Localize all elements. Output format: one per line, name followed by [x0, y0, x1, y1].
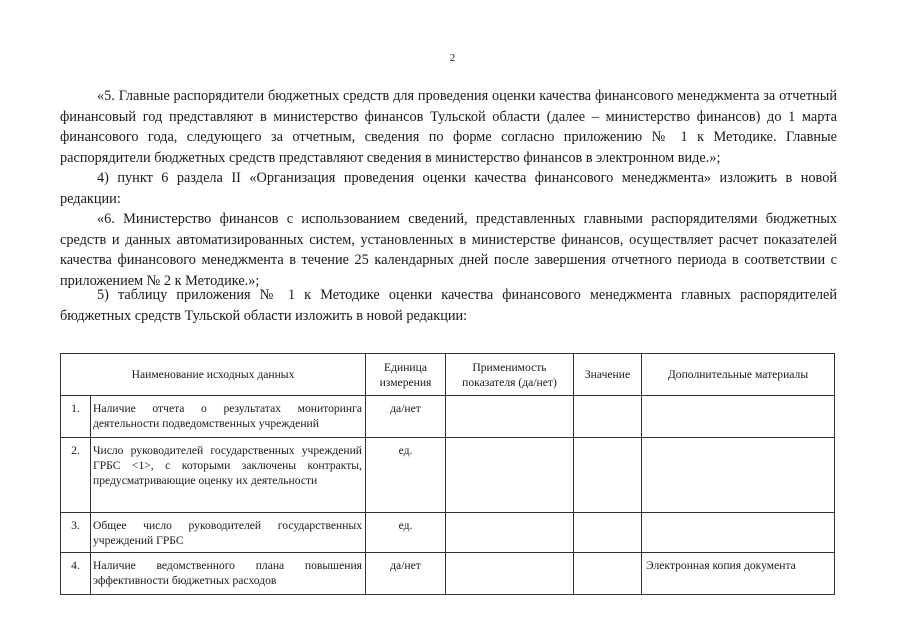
paragraph-amendment-4: 4) пункт 6 раздела II «Организация проведения оценки качества финансового менеджмента» изложить в новой редакции:	[60, 170, 837, 207]
row-number: 1.	[61, 396, 91, 438]
row-materials	[642, 438, 835, 513]
row-value	[574, 396, 642, 438]
row-unit: да/нет	[366, 396, 446, 438]
row-materials: Электронная копия документа	[642, 553, 835, 595]
paragraph-amendment-5: 5) таблицу приложения № 1 к Методике оценки качества финансового менеджмента главных распорядителей бюджетных средств Тульской области изложить в новой редакции:	[60, 287, 837, 324]
row-unit: ед.	[366, 513, 446, 553]
row-materials	[642, 396, 835, 438]
row-unit: да/нет	[366, 553, 446, 595]
row-name: Число руководителей государственных учреждений ГРБС <1>, с которыми заключены контракты, предусматривающие оценку их деятельности	[91, 438, 366, 513]
row-value	[574, 438, 642, 513]
row-applicability	[446, 396, 574, 438]
row-applicability	[446, 553, 574, 595]
header-unit: Единица измерения	[366, 354, 446, 396]
table-row	[61, 553, 835, 595]
table-row	[61, 513, 835, 553]
table-header-row	[61, 354, 835, 396]
header-materials: Дополнительные материалы	[642, 354, 835, 396]
row-applicability	[446, 513, 574, 553]
row-name: Наличие ведомственного плана повышения эффективности бюджетных расходов	[91, 553, 366, 595]
row-number: 3.	[61, 513, 91, 553]
paragraph-item-5: «5. Главные распорядители бюджетных средств для проведения оценки качества финансового менеджмента за отчетный финансовый год представляют в министерство финансов Тульской области (далее – министерство финансов) до 1 марта финансового года, следующего за отчетным, сведения по форме согласно приложению № 1 к Методике. Главные распорядители бюджетных средств представляют сведения в министерство финансов в электронном виде.»;	[60, 88, 837, 166]
header-applicability: Применимость показателя (да/нет)	[446, 354, 574, 396]
row-number: 2.	[61, 438, 91, 513]
row-name: Общее число руководителей государственных учреждений ГРБС	[91, 513, 366, 553]
header-name: Наименование исходных данных	[61, 354, 366, 396]
row-unit: ед.	[366, 438, 446, 513]
row-value	[574, 553, 642, 595]
source-data-table	[60, 353, 835, 595]
row-value	[574, 513, 642, 553]
row-materials	[642, 513, 835, 553]
table-row	[61, 438, 835, 513]
paragraph-item-6: «6. Министерство финансов с использованием сведений, представленных главными распорядителями бюджетных средств и данных автоматизированных систем, установленных в министерстве финансов, осуществляет расчет показателей качества финансового менеджмента в течение 25 календарных дней после завершения отчетного периода в соответствии с приложением № 2 к Методике.»;	[60, 211, 837, 289]
row-number: 4.	[61, 553, 91, 595]
table-row	[61, 396, 835, 438]
row-applicability	[446, 438, 574, 513]
row-name: Наличие отчета о результатах мониторинга деятельности подведомственных учреждений	[91, 396, 366, 438]
page-number: 2	[449, 52, 456, 64]
header-value: Значение	[574, 354, 642, 396]
